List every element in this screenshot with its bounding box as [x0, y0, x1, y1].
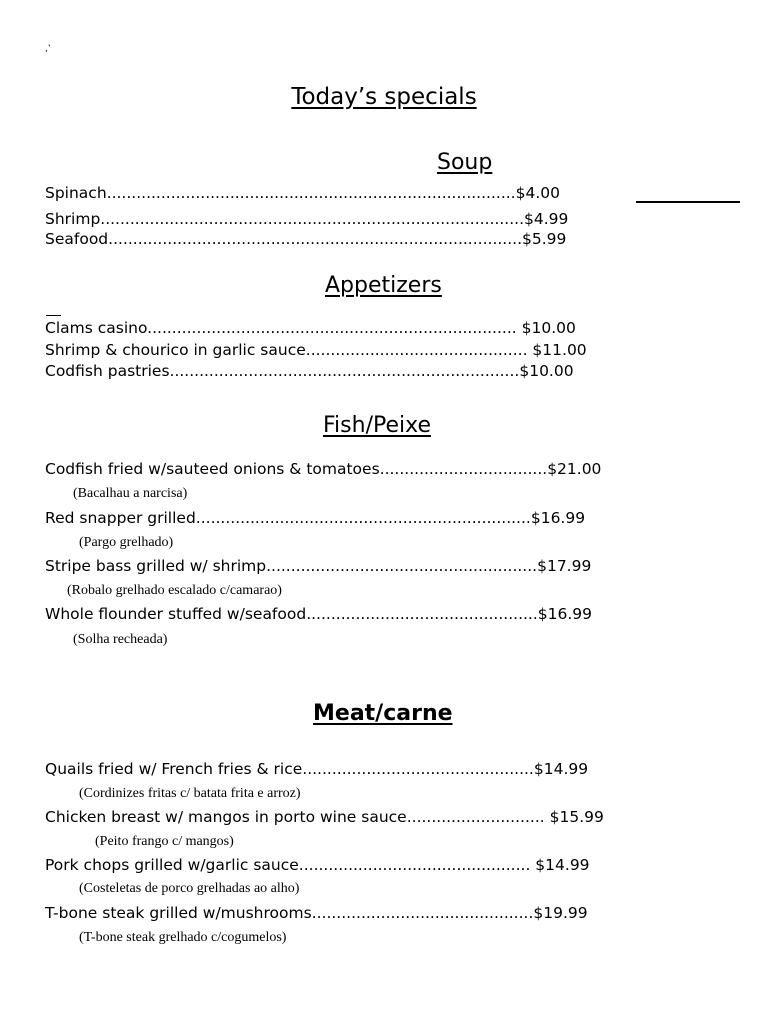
- menu-item: Chicken breast w/ mangos in porto wine sauce............................ $15.99: [45, 808, 604, 826]
- menu-item: Quails fried w/ French fries & rice...............................................$14.99: [45, 760, 589, 778]
- menu-item: Whole flounder stuffed w/seafood...............................................$16.99: [45, 605, 593, 623]
- underline-rule: [636, 201, 740, 203]
- stray-mark: ‚‛: [45, 44, 51, 54]
- appetizers-heading: Appetizers: [325, 273, 442, 298]
- menu-item: Spinach...................................................................................$4.00: [45, 184, 560, 202]
- meat-heading: Meat/carne: [313, 701, 453, 726]
- menu-item-translation: (T-bone steak grelhado c/cogumelos): [79, 930, 287, 945]
- menu-item-translation: (Robalo grelhado escalado c/camarao): [67, 583, 282, 598]
- menu-item: Shrimp......................................................................................$4.99: [45, 210, 569, 228]
- soup-heading: Soup: [437, 150, 493, 175]
- menu-item-translation: (Peito frango c/ mangos): [95, 834, 234, 849]
- menu-item-translation: (Pargo grelhado): [79, 535, 174, 550]
- menu-item-translation: (Cordinizes fritas c/ batata frita e arroz): [79, 786, 301, 801]
- menu-item: Codfish fried w/sauteed onions & tomatoes..................................$21.00: [45, 460, 602, 478]
- menu-item-translation: (Solha recheada): [73, 632, 168, 647]
- menu-item: Pork chops grilled w/garlic sauce............................................... $14.99: [45, 856, 590, 874]
- menu-item-translation: (Bacalhau a narcisa): [73, 486, 188, 501]
- stray-rule: [46, 315, 61, 316]
- menu-item: Seafood....................................................................................$5.99: [45, 230, 567, 248]
- menu-item: Shrimp & chourico in garlic sauce............................................. $11.00: [45, 341, 587, 359]
- fish-heading: Fish/Peixe: [323, 413, 431, 438]
- menu-item: Clams casino........................................................................... $10.00: [45, 319, 576, 337]
- menu-item: Codfish pastries.......................................................................$10.00: [45, 362, 574, 380]
- page-title: Today’s specials: [291, 84, 477, 110]
- menu-item-translation: (Costeletas de porco grelhadas ao alho): [79, 881, 300, 896]
- menu-item: T-bone steak grilled w/mushrooms.............................................$19.99: [45, 904, 588, 922]
- menu-item: Red snapper grilled....................................................................$16.99: [45, 509, 586, 527]
- menu-item: Stripe bass grilled w/ shrimp.......................................................$17.99: [45, 557, 592, 575]
